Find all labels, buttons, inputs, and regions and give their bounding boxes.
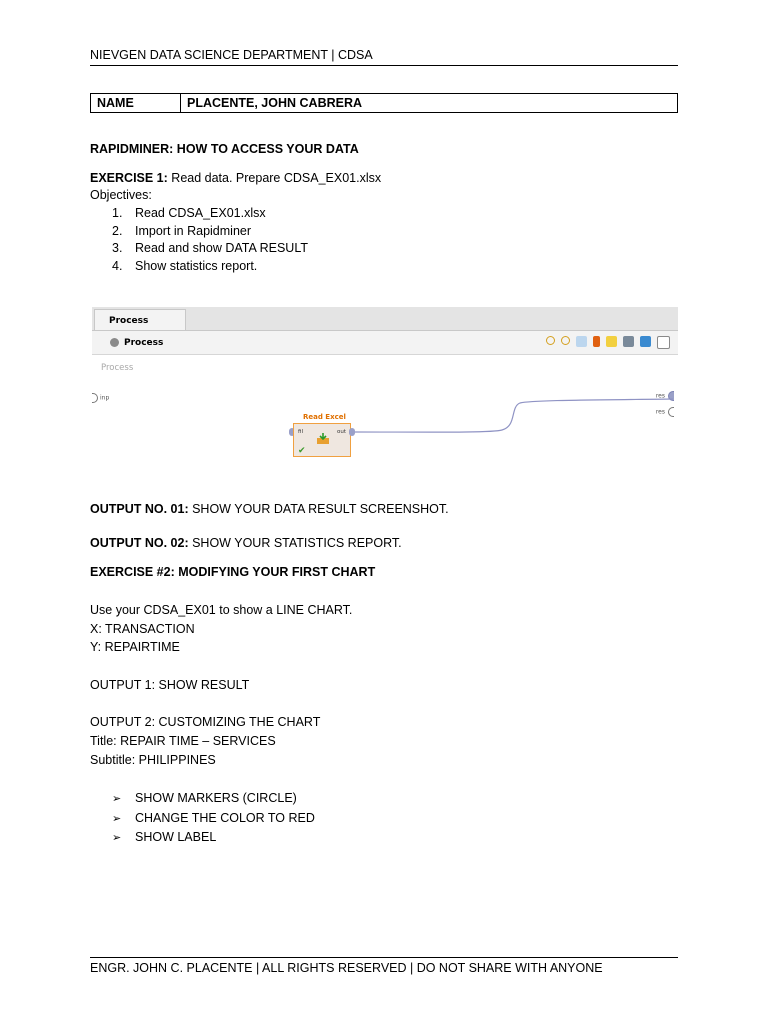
list-item	[112, 223, 308, 241]
list-number: 1.	[112, 206, 123, 220]
page-footer: ENGR. JOHN C. PLACENTE | ALL RIGHTS RESERVED | DO NOT SHARE WITH ANYONE	[90, 961, 603, 975]
list-text: SHOW MARKERS (CIRCLE)	[135, 791, 297, 805]
operator-output-port[interactable]	[349, 428, 355, 436]
list-text: Show statistics report.	[135, 258, 258, 273]
list-number: 2.	[112, 223, 123, 238]
excel-import-icon	[316, 433, 330, 445]
list-text: SHOW LABEL	[135, 830, 217, 844]
footer-rule	[90, 957, 678, 958]
output-2-title-line: Title: REPAIR TIME – SERVICES	[90, 734, 276, 748]
list-item	[112, 789, 315, 809]
operator-out-label: out	[336, 429, 346, 435]
output-2-heading: OUTPUT 2: CUSTOMIZING THE CHART	[90, 715, 321, 729]
name-label: NAME	[91, 94, 181, 112]
name-table	[90, 93, 678, 113]
list-item	[112, 258, 308, 276]
page-header: NIEVGEN DATA SCIENCE DEPARTMENT | CDSA	[90, 48, 373, 62]
ex2-line-3: Y: REPAIRTIME	[90, 640, 180, 654]
ex2-line-1: Use your CDSA_EX01 to show a LINE CHART.	[90, 603, 353, 617]
canvas-label: Process	[101, 363, 134, 373]
exercise1-line	[90, 170, 381, 187]
output-01-line	[90, 501, 449, 518]
arrow-bullet-icon: ➢	[112, 832, 122, 844]
output-2-subtitle-line: Subtitle: PHILIPPINES	[90, 753, 216, 767]
exercise2-title: EXERCISE #2: MODIFYING YOUR FIRST CHART	[90, 565, 376, 579]
header-rule	[90, 65, 678, 66]
output-02-line	[90, 535, 402, 552]
read-excel-operator[interactable]	[293, 423, 351, 457]
section-title: RAPIDMINER: HOW TO ACCESS YOUR DATA	[90, 142, 359, 156]
operator-in-label: fil	[298, 429, 303, 435]
list-item	[112, 240, 308, 258]
objectives-list	[112, 205, 308, 275]
objectives-label: Objectives:	[90, 188, 152, 202]
output-1-line: OUTPUT 1: SHOW RESULT	[90, 678, 250, 692]
exercise1-text: Read data. Prepare CDSA_EX01.xlsx	[167, 171, 382, 185]
ex2-line-2: X: TRANSACTION	[90, 622, 195, 636]
tab-process[interactable]: Process	[94, 309, 186, 330]
output-01-text: SHOW YOUR DATA RESULT SCREENSHOT.	[188, 502, 449, 516]
result-port-label: res	[655, 408, 665, 416]
result-port-label: res	[655, 392, 665, 400]
list-text: Read CDSA_EX01.xlsx	[135, 206, 266, 220]
requirements-list	[112, 789, 315, 848]
connection-wire	[92, 307, 678, 483]
list-text: Import in Rapidminer	[135, 223, 252, 238]
list-text: CHANGE THE COLOR TO RED	[135, 810, 315, 825]
name-value: PLACENTE, JOHN CABRERA	[187, 96, 363, 110]
operator-title: Read Excel	[303, 413, 346, 421]
list-item	[112, 205, 308, 223]
list-number: 3.	[112, 241, 123, 255]
rapidminer-process-screenshot	[92, 307, 678, 483]
input-port-label: inp	[100, 394, 110, 402]
process-breadcrumb[interactable]: Process	[124, 338, 164, 348]
output-02-label: OUTPUT NO. 02:	[90, 536, 189, 550]
exercise1-label: EXERCISE 1:	[90, 171, 168, 185]
arrow-bullet-icon: ➢	[112, 793, 122, 805]
list-item	[112, 828, 315, 848]
arrow-bullet-icon: ➢	[112, 812, 122, 825]
output-01-label: OUTPUT NO. 01:	[90, 502, 189, 516]
output-02-text: SHOW YOUR STATISTICS REPORT.	[188, 536, 402, 550]
success-check-icon: ✔	[298, 446, 306, 456]
list-item	[112, 809, 315, 829]
list-number: 4.	[112, 258, 123, 273]
list-text: Read and show DATA RESULT	[135, 241, 308, 255]
